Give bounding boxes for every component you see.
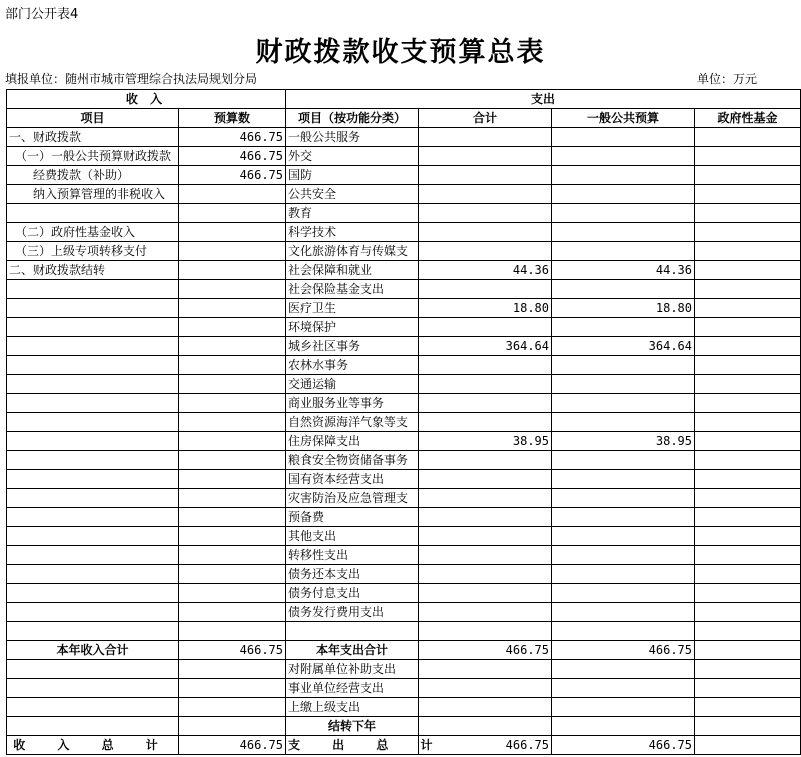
cell-inc	[7, 204, 179, 223]
cell-inc	[7, 565, 179, 584]
cell-exp: 自然资源海洋气象等支	[286, 413, 419, 432]
table-row	[7, 242, 801, 261]
table-row	[7, 698, 801, 717]
cell-exp: 粮食安全物资储备事务	[286, 451, 419, 470]
cell-inc	[7, 679, 179, 698]
cell-fund	[695, 565, 801, 584]
reporting-unit: 填报单位：随州市城市管理综合执法局规划分局	[5, 72, 258, 86]
cell-ival	[179, 356, 286, 375]
cell-fund	[695, 660, 801, 679]
cell-gen: 466.75	[552, 641, 695, 660]
cell-exp: 对附属单位补助支出	[286, 660, 419, 679]
cell-tot	[419, 242, 552, 261]
cell-gen	[552, 622, 695, 641]
cell-exp: 灾害防治及应急管理支	[286, 489, 419, 508]
cell-tot: 364.64	[419, 337, 552, 356]
table-row	[7, 147, 801, 166]
cell-gen	[552, 375, 695, 394]
cell-tot	[419, 584, 552, 603]
cell-tot	[419, 356, 552, 375]
cell-ival	[179, 451, 286, 470]
budget-table	[6, 89, 801, 755]
cell-exp: 社会保障和就业	[286, 261, 419, 280]
cell-tot	[419, 717, 552, 736]
header-row-2	[7, 109, 801, 128]
cell-inc	[7, 337, 179, 356]
page-title: 财政拨款收支预算总表	[255, 37, 546, 68]
cell-exp	[286, 622, 419, 641]
cell-gen	[552, 204, 695, 223]
table-row	[7, 318, 801, 337]
table-row	[7, 641, 801, 660]
cell-fund	[695, 166, 801, 185]
form-code: 部门公开表4	[5, 7, 79, 22]
cell-gen	[552, 603, 695, 622]
cell-ival	[179, 261, 286, 280]
cell-ival	[179, 489, 286, 508]
cell-gen	[552, 470, 695, 489]
cell-inc: 本年收入合计	[7, 641, 179, 660]
col-general: 一般公共预算	[552, 109, 695, 128]
table-row	[7, 280, 801, 299]
cell-inc: （二）政府性基金收入	[7, 223, 179, 242]
cell-ival: 466.75	[179, 166, 286, 185]
cell-inc	[7, 451, 179, 470]
table-row	[7, 166, 801, 185]
cell-ival: 466.75	[179, 736, 286, 755]
cell-fund	[695, 204, 801, 223]
cell-exp: 外交	[286, 147, 419, 166]
cell-exp: 转移性支出	[286, 546, 419, 565]
cell-inc	[7, 413, 179, 432]
table-row	[7, 584, 801, 603]
cell-gen	[552, 717, 695, 736]
cell-gen	[552, 565, 695, 584]
cell-fund	[695, 470, 801, 489]
cell-ival	[179, 223, 286, 242]
cell-tot	[419, 698, 552, 717]
cell-fund	[695, 356, 801, 375]
cell-fund	[695, 736, 801, 755]
cell-ival	[179, 546, 286, 565]
cell-exp: 科学技术	[286, 223, 419, 242]
table-row	[7, 508, 801, 527]
cell-tot	[419, 223, 552, 242]
table-row	[7, 261, 801, 280]
cell-inc	[7, 508, 179, 527]
cell-tot	[419, 489, 552, 508]
cell-exp: 环境保护	[286, 318, 419, 337]
cell-tot	[419, 546, 552, 565]
cell-tot	[419, 128, 552, 147]
table-row	[7, 356, 801, 375]
cell-tot: 466.75	[419, 641, 552, 660]
cell-exp: 债务付息支出	[286, 584, 419, 603]
cell-exp: 交通运输	[286, 375, 419, 394]
table-row	[7, 413, 801, 432]
cell-inc	[7, 546, 179, 565]
cell-gen	[552, 318, 695, 337]
table-row	[7, 565, 801, 584]
table-row	[7, 603, 801, 622]
cell-ival	[179, 185, 286, 204]
cell-exp: 社会保险基金支出	[286, 280, 419, 299]
cell-ival	[179, 584, 286, 603]
cell-exp: 预备费	[286, 508, 419, 527]
cell-fund	[695, 261, 801, 280]
cell-inc: 一、财政拨款	[7, 128, 179, 147]
cell-tot	[419, 470, 552, 489]
table-row	[7, 717, 801, 736]
cell-ival	[179, 432, 286, 451]
cell-inc	[7, 527, 179, 546]
cell-tot	[419, 147, 552, 166]
cell-inc	[7, 584, 179, 603]
table-row	[7, 337, 801, 356]
cell-fund	[695, 337, 801, 356]
cell-gen	[552, 356, 695, 375]
income-header: 收 入	[7, 90, 286, 109]
cell-exp: 其他支出	[286, 527, 419, 546]
cell-inc	[7, 717, 179, 736]
cell-gen	[552, 128, 695, 147]
cell-exp: 城乡社区事务	[286, 337, 419, 356]
cell-gen: 44.36	[552, 261, 695, 280]
cell-tot: 466.75	[419, 736, 552, 755]
cell-gen: 38.95	[552, 432, 695, 451]
cell-gen: 364.64	[552, 337, 695, 356]
cell-inc	[7, 489, 179, 508]
cell-gen	[552, 185, 695, 204]
cell-tot	[419, 679, 552, 698]
cell-ival: 466.75	[179, 641, 286, 660]
cell-fund	[695, 546, 801, 565]
cell-exp: 债务还本支出	[286, 565, 419, 584]
cell-fund	[695, 489, 801, 508]
currency-unit: 单位：万元	[697, 72, 758, 86]
table-row	[7, 394, 801, 413]
cell-inc: 经费拨款（补助）	[7, 166, 179, 185]
cell-tot	[419, 660, 552, 679]
table-row	[7, 679, 801, 698]
table-row	[7, 375, 801, 394]
cell-inc	[7, 280, 179, 299]
cell-ival	[179, 299, 286, 318]
cell-exp: 结转下年	[286, 717, 419, 736]
cell-fund	[695, 375, 801, 394]
cell-inc	[7, 622, 179, 641]
cell-exp: 公共安全	[286, 185, 419, 204]
col-budget: 预算数	[179, 109, 286, 128]
expense-header: 支出	[286, 90, 801, 109]
cell-ival	[179, 413, 286, 432]
cell-tot	[419, 318, 552, 337]
table-row	[7, 299, 801, 318]
cell-inc: （三）上级专项转移支付	[7, 242, 179, 261]
table-row	[7, 660, 801, 679]
cell-tot	[419, 451, 552, 470]
col-item-func: 项目（按功能分类）	[286, 109, 419, 128]
cell-gen	[552, 166, 695, 185]
table-row	[7, 622, 801, 641]
cell-tot	[419, 185, 552, 204]
cell-ival	[179, 622, 286, 641]
header-row-1	[7, 90, 801, 109]
cell-ival	[179, 565, 286, 584]
cell-ival	[179, 508, 286, 527]
cell-tot	[419, 413, 552, 432]
cell-fund	[695, 679, 801, 698]
cell-fund	[695, 128, 801, 147]
cell-exp: 一般公共服务	[286, 128, 419, 147]
cell-inc	[7, 470, 179, 489]
cell-inc	[7, 432, 179, 451]
cell-gen: 18.80	[552, 299, 695, 318]
cell-gen	[552, 394, 695, 413]
cell-inc	[7, 318, 179, 337]
cell-tot	[419, 565, 552, 584]
cell-inc	[7, 299, 179, 318]
cell-exp: 债务发行费用支出	[286, 603, 419, 622]
cell-exp: 农林水事务	[286, 356, 419, 375]
cell-gen	[552, 223, 695, 242]
cell-gen	[552, 508, 695, 527]
cell-tot	[419, 394, 552, 413]
cell-ival: 466.75	[179, 147, 286, 166]
col-gov-fund: 政府性基金	[695, 109, 801, 128]
cell-ival	[179, 603, 286, 622]
cell-inc	[7, 698, 179, 717]
cell-gen	[552, 584, 695, 603]
cell-gen	[552, 527, 695, 546]
cell-inc: 收 入 总 计	[7, 736, 179, 755]
table-row	[7, 470, 801, 489]
cell-exp: 事业单位经营支出	[286, 679, 419, 698]
cell-exp: 本年支出合计	[286, 641, 419, 660]
cell-fund	[695, 584, 801, 603]
cell-fund	[695, 280, 801, 299]
table-row	[7, 432, 801, 451]
cell-ival	[179, 679, 286, 698]
cell-fund	[695, 432, 801, 451]
cell-ival	[179, 660, 286, 679]
cell-fund	[695, 698, 801, 717]
cell-exp: 国防	[286, 166, 419, 185]
cell-ival	[179, 204, 286, 223]
cell-tot: 44.36	[419, 261, 552, 280]
cell-tot	[419, 508, 552, 527]
cell-inc: （一）一般公共预算财政拨款	[7, 147, 179, 166]
cell-exp: 支 出 总 计	[286, 736, 419, 755]
cell-ival	[179, 527, 286, 546]
cell-fund	[695, 299, 801, 318]
cell-fund	[695, 223, 801, 242]
cell-ival	[179, 470, 286, 489]
table-row	[7, 527, 801, 546]
cell-fund	[695, 603, 801, 622]
cell-fund	[695, 394, 801, 413]
cell-fund	[695, 185, 801, 204]
cell-tot	[419, 622, 552, 641]
cell-gen	[552, 147, 695, 166]
cell-gen	[552, 451, 695, 470]
cell-exp: 教育	[286, 204, 419, 223]
cell-ival	[179, 698, 286, 717]
cell-ival: 466.75	[179, 128, 286, 147]
cell-gen	[552, 660, 695, 679]
cell-exp: 国有资本经营支出	[286, 470, 419, 489]
cell-tot	[419, 204, 552, 223]
cell-exp: 医疗卫生	[286, 299, 419, 318]
cell-gen: 466.75	[552, 736, 695, 755]
cell-tot	[419, 375, 552, 394]
cell-fund	[695, 717, 801, 736]
cell-gen	[552, 546, 695, 565]
cell-gen	[552, 489, 695, 508]
cell-fund	[695, 622, 801, 641]
cell-exp: 商业服务业等事务	[286, 394, 419, 413]
cell-ival	[179, 318, 286, 337]
table-row	[7, 204, 801, 223]
cell-inc: 纳入预算管理的非税收入	[7, 185, 179, 204]
cell-exp: 文化旅游体育与传媒支	[286, 242, 419, 261]
table-row	[7, 736, 801, 755]
cell-fund	[695, 413, 801, 432]
cell-fund	[695, 641, 801, 660]
table-row	[7, 451, 801, 470]
cell-fund	[695, 318, 801, 337]
table-row	[7, 223, 801, 242]
table-row	[7, 546, 801, 565]
cell-inc	[7, 356, 179, 375]
cell-ival	[179, 394, 286, 413]
cell-gen	[552, 242, 695, 261]
table-row	[7, 128, 801, 147]
cell-gen	[552, 413, 695, 432]
cell-fund	[695, 147, 801, 166]
cell-ival	[179, 337, 286, 356]
cell-inc	[7, 394, 179, 413]
cell-tot	[419, 166, 552, 185]
cell-tot: 38.95	[419, 432, 552, 451]
cell-inc	[7, 375, 179, 394]
cell-fund	[695, 508, 801, 527]
cell-gen	[552, 280, 695, 299]
cell-tot	[419, 527, 552, 546]
cell-gen	[552, 698, 695, 717]
cell-inc	[7, 660, 179, 679]
cell-fund	[695, 527, 801, 546]
cell-inc: 二、财政拨款结转	[7, 261, 179, 280]
col-item: 项目	[7, 109, 179, 128]
cell-exp: 住房保障支出	[286, 432, 419, 451]
table-row	[7, 185, 801, 204]
cell-exp: 上缴上级支出	[286, 698, 419, 717]
cell-ival	[179, 280, 286, 299]
cell-fund	[695, 242, 801, 261]
table-row	[7, 489, 801, 508]
cell-ival	[179, 717, 286, 736]
col-total: 合计	[419, 109, 552, 128]
cell-tot: 18.80	[419, 299, 552, 318]
cell-tot	[419, 603, 552, 622]
cell-tot	[419, 280, 552, 299]
cell-inc	[7, 603, 179, 622]
cell-fund	[695, 451, 801, 470]
cell-ival	[179, 375, 286, 394]
cell-ival	[179, 242, 286, 261]
cell-gen	[552, 679, 695, 698]
